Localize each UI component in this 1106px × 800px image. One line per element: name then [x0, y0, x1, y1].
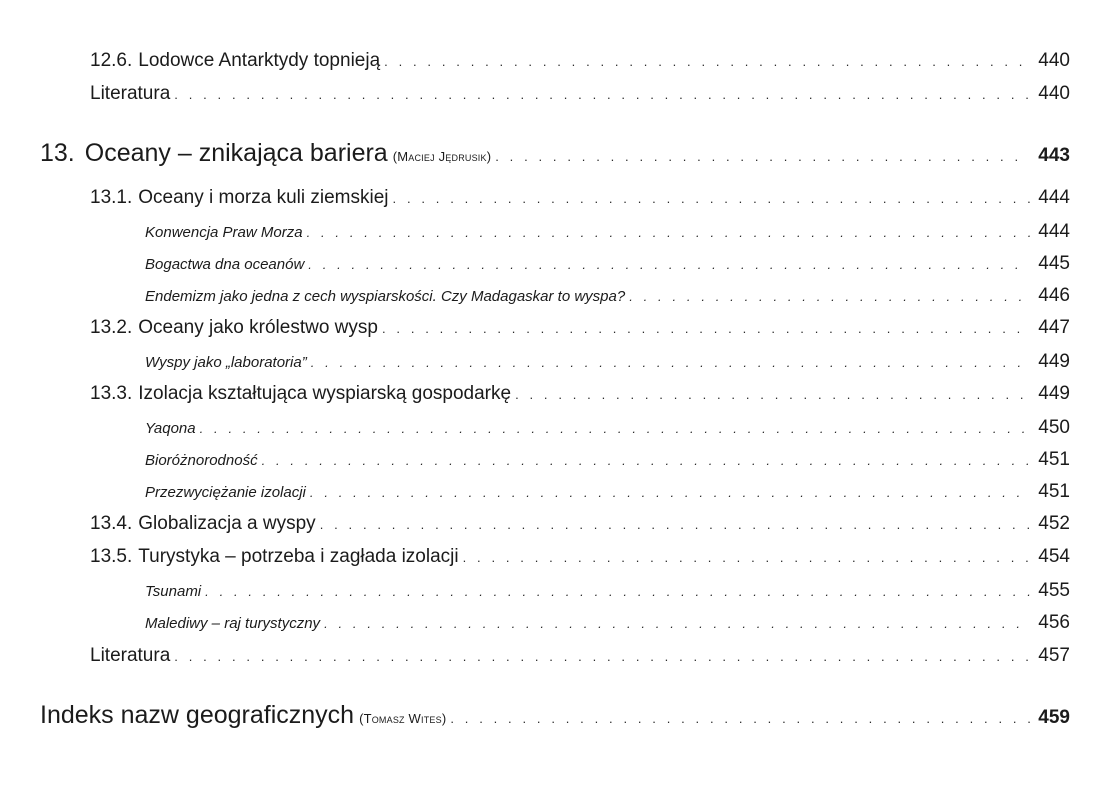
dot-leader [463, 550, 1030, 565]
dot-leader [629, 289, 1030, 304]
entry-title: Oceany jako królestwo wysp [138, 317, 378, 338]
toc-entry-12-6[interactable] [90, 50, 1070, 78]
dot-leader [200, 421, 1030, 436]
dot-leader [307, 225, 1030, 240]
page-number: 451 [1038, 481, 1070, 502]
page-number: 444 [1038, 187, 1070, 208]
subentry-title: Malediwy – raj turystyczny [145, 615, 321, 632]
subentry-title: Bioróżnorodność [145, 452, 258, 469]
toc-subentry-malediwy[interactable] [145, 612, 1070, 638]
page-number: 457 [1038, 645, 1070, 666]
page-number: 444 [1038, 221, 1070, 242]
section-number: 13.2. [90, 317, 133, 338]
section-number: 13.5. [90, 546, 133, 567]
entry-title: Globalizacja a wyspy [138, 513, 316, 534]
toc-subentry-yaqona[interactable] [145, 417, 1070, 443]
page-number: 447 [1038, 317, 1070, 338]
dot-leader [382, 321, 1030, 336]
entry-title: Literatura [90, 645, 171, 666]
dot-leader [205, 584, 1030, 599]
toc-entry-13-5[interactable] [90, 546, 1070, 574]
entry-title: Oceany i morza kuli ziemskiej [138, 187, 389, 208]
dot-leader [393, 191, 1030, 206]
page-number: 443 [1038, 145, 1070, 166]
page-number: 452 [1038, 513, 1070, 534]
section-number: 13.3. [90, 383, 133, 404]
toc-subentry-przezwyciezanie[interactable] [145, 481, 1070, 507]
toc-chapter-indeks[interactable] [40, 701, 1070, 737]
toc-subentry-endemizm[interactable] [145, 285, 1070, 311]
subentry-title: Yaqona [145, 420, 196, 437]
dot-leader [262, 453, 1030, 468]
page-number: 445 [1038, 253, 1070, 274]
section-number: 13.4. [90, 513, 133, 534]
dot-leader [515, 387, 1030, 402]
entry-title: Izolacja kształtująca wyspiarską gospodarkę [138, 383, 512, 404]
page-number: 459 [1038, 707, 1070, 728]
toc-chapter-13[interactable] [40, 139, 1070, 175]
page-number: 454 [1038, 546, 1070, 567]
toc-entry-literatura-12[interactable] [90, 83, 1070, 111]
chapter-number: 13. [40, 139, 75, 167]
dot-leader [310, 485, 1030, 500]
page-number: 440 [1038, 83, 1070, 104]
page-number: 456 [1038, 612, 1070, 633]
entry-title: Turystyka – potrzeba i zagłada izolacji [138, 546, 459, 567]
section-number: 12.6. [90, 50, 133, 71]
chapter-title: Indeks nazw geograficznych [40, 701, 355, 729]
subentry-title: Bogactwa dna oceanów [145, 256, 305, 273]
subentry-title: Endemizm jako jedna z cech wyspiarskości. Czy Madagaskar to wyspa? [145, 288, 626, 305]
dot-leader [308, 257, 1030, 272]
chapter-author: (Tomasz Wites) [359, 711, 447, 726]
toc-entry-13-2[interactable] [90, 317, 1070, 345]
toc-subentry-bogactwa[interactable] [145, 253, 1070, 279]
page-number: 450 [1038, 417, 1070, 438]
subentry-title: Tsunami [145, 583, 202, 600]
toc-entry-13-1[interactable] [90, 187, 1070, 215]
subentry-title: Wyspy jako „laboratoria” [145, 354, 307, 371]
dot-leader [311, 355, 1030, 370]
page-number: 455 [1038, 580, 1070, 601]
dot-leader [450, 711, 1030, 726]
entry-title: Literatura [90, 83, 171, 104]
toc-entry-13-3[interactable] [90, 383, 1070, 411]
chapter-author: (Maciej Jędrusik) [392, 149, 492, 164]
dot-leader [495, 149, 1030, 164]
page-number: 451 [1038, 449, 1070, 470]
section-number: 13.1. [90, 187, 133, 208]
page-number: 446 [1038, 285, 1070, 306]
toc-entry-literatura-13[interactable] [90, 645, 1070, 673]
subentry-title: Przezwyciężanie izolacji [145, 484, 306, 501]
toc-subentry-tsunami[interactable] [145, 580, 1070, 606]
subentry-title: Konwencja Praw Morza [145, 224, 303, 241]
toc-entry-13-4[interactable] [90, 513, 1070, 541]
dot-leader [320, 517, 1030, 532]
dot-leader [174, 87, 1030, 102]
chapter-title: Oceany – znikająca bariera [84, 139, 388, 167]
page-number: 440 [1038, 50, 1070, 71]
page-number: 449 [1038, 383, 1070, 404]
dot-leader [174, 649, 1030, 664]
entry-title: Lodowce Antarktydy topnieją [138, 50, 381, 71]
dot-leader [384, 54, 1030, 69]
page-number: 449 [1038, 351, 1070, 372]
dot-leader [324, 616, 1030, 631]
toc-subentry-konwencja[interactable] [145, 221, 1070, 247]
toc-subentry-bioroznorodnosc[interactable] [145, 449, 1070, 475]
toc-subentry-wyspy-laboratoria[interactable] [145, 351, 1070, 377]
